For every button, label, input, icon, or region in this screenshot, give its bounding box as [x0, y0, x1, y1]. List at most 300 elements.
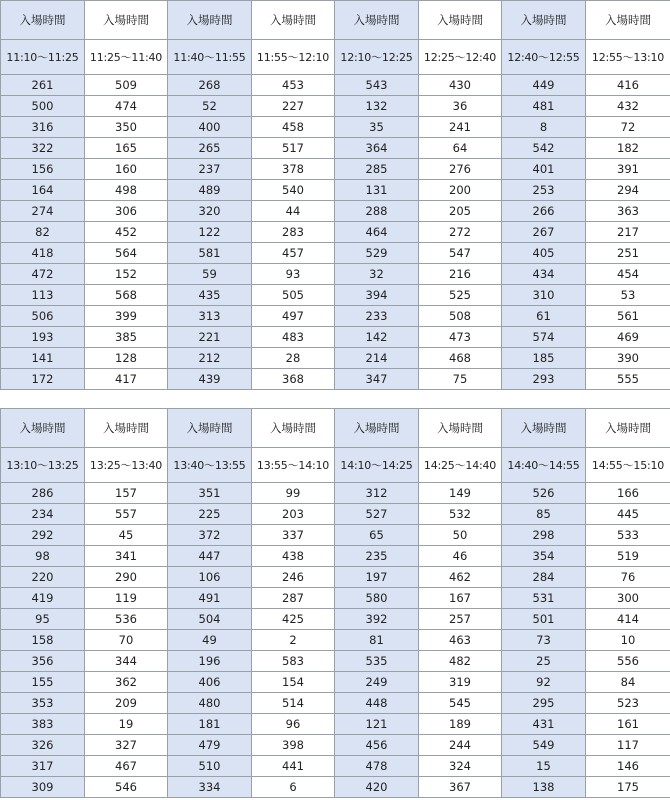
number-cell: 405 [502, 243, 586, 264]
column-header: 入場時間 [586, 1, 670, 40]
number-cell: 414 [586, 609, 670, 630]
number-cell: 267 [502, 222, 586, 243]
number-cell: 491 [168, 588, 252, 609]
number-cell: 241 [419, 117, 502, 138]
column-header: 入場時間 [502, 409, 586, 448]
column-header: 入場時間 [335, 1, 419, 40]
number-cell: 233 [335, 306, 419, 327]
number-cell: 469 [586, 327, 670, 348]
table-row [1, 369, 670, 390]
number-cell: 268 [168, 75, 252, 96]
table-row [1, 630, 670, 651]
number-cell: 292 [1, 525, 85, 546]
column-header: 入場時間 [85, 409, 168, 448]
number-cell: 526 [502, 483, 586, 504]
number-cell: 519 [586, 546, 670, 567]
number-cell: 165 [85, 138, 168, 159]
number-cell: 557 [85, 504, 168, 525]
number-cell: 432 [586, 96, 670, 117]
number-cell: 99 [252, 483, 335, 504]
number-cell: 284 [502, 567, 586, 588]
number-cell: 480 [168, 693, 252, 714]
time-slot-cell: 13:25～13:40 [85, 448, 168, 483]
number-cell: 445 [586, 504, 670, 525]
number-cell: 533 [586, 525, 670, 546]
number-cell: 543 [335, 75, 419, 96]
table-row [1, 651, 670, 672]
number-cell: 285 [335, 159, 419, 180]
number-cell: 527 [335, 504, 419, 525]
number-cell: 117 [586, 735, 670, 756]
number-cell: 76 [586, 567, 670, 588]
number-cell: 75 [419, 369, 502, 390]
number-cell: 401 [502, 159, 586, 180]
number-cell: 175 [586, 777, 670, 798]
entry-time-table-2 [0, 408, 670, 798]
number-cell: 420 [335, 777, 419, 798]
number-cell: 564 [85, 243, 168, 264]
number-cell: 8 [502, 117, 586, 138]
number-cell: 203 [252, 504, 335, 525]
number-cell: 227 [252, 96, 335, 117]
number-cell: 283 [252, 222, 335, 243]
number-cell: 113 [1, 285, 85, 306]
number-cell: 320 [168, 201, 252, 222]
number-cell: 152 [85, 264, 168, 285]
number-cell: 119 [85, 588, 168, 609]
number-cell: 128 [85, 348, 168, 369]
number-cell: 362 [85, 672, 168, 693]
column-header: 入場時間 [586, 409, 670, 448]
number-cell: 416 [586, 75, 670, 96]
column-header: 入場時間 [168, 1, 252, 40]
number-cell: 344 [85, 651, 168, 672]
column-header: 入場時間 [419, 1, 502, 40]
number-cell: 310 [502, 285, 586, 306]
number-cell: 418 [1, 243, 85, 264]
number-cell: 287 [252, 588, 335, 609]
number-cell: 225 [168, 504, 252, 525]
header-row [1, 409, 670, 448]
number-cell: 525 [419, 285, 502, 306]
number-cell: 500 [1, 96, 85, 117]
number-cell: 583 [252, 651, 335, 672]
table-row [1, 483, 670, 504]
number-cell: 157 [85, 483, 168, 504]
number-cell: 6 [252, 777, 335, 798]
number-cell: 324 [419, 756, 502, 777]
column-header: 入場時間 [252, 1, 335, 40]
number-cell: 464 [335, 222, 419, 243]
number-cell: 172 [1, 369, 85, 390]
number-cell: 35 [335, 117, 419, 138]
column-header: 入場時間 [1, 1, 85, 40]
table-row [1, 264, 670, 285]
number-cell: 372 [168, 525, 252, 546]
number-cell: 312 [335, 483, 419, 504]
number-cell: 272 [419, 222, 502, 243]
number-cell: 430 [419, 75, 502, 96]
number-cell: 467 [85, 756, 168, 777]
number-cell: 322 [1, 138, 85, 159]
number-cell: 131 [335, 180, 419, 201]
time-slot-cell: 13:55～14:10 [252, 448, 335, 483]
number-cell: 212 [168, 348, 252, 369]
number-cell: 220 [1, 567, 85, 588]
number-cell: 93 [252, 264, 335, 285]
column-header: 入場時間 [1, 409, 85, 448]
number-cell: 92 [502, 672, 586, 693]
table-row [1, 159, 670, 180]
number-cell: 498 [85, 180, 168, 201]
number-cell: 221 [168, 327, 252, 348]
table-row [1, 306, 670, 327]
number-cell: 347 [335, 369, 419, 390]
number-cell: 449 [502, 75, 586, 96]
number-cell: 72 [586, 117, 670, 138]
number-cell: 149 [419, 483, 502, 504]
number-cell: 456 [335, 735, 419, 756]
number-cell: 510 [168, 756, 252, 777]
table-row [1, 285, 670, 306]
table-row [1, 693, 670, 714]
number-cell: 350 [85, 117, 168, 138]
column-header: 入場時間 [168, 409, 252, 448]
number-cell: 193 [1, 327, 85, 348]
number-cell: 45 [85, 525, 168, 546]
number-cell: 313 [168, 306, 252, 327]
table-row [1, 180, 670, 201]
column-header: 入場時間 [419, 409, 502, 448]
number-cell: 200 [419, 180, 502, 201]
number-cell: 286 [1, 483, 85, 504]
number-cell: 85 [502, 504, 586, 525]
number-cell: 501 [502, 609, 586, 630]
table-row [1, 546, 670, 567]
number-cell: 364 [335, 138, 419, 159]
number-cell: 425 [252, 609, 335, 630]
number-cell: 489 [168, 180, 252, 201]
number-cell: 293 [502, 369, 586, 390]
number-cell: 185 [502, 348, 586, 369]
number-cell: 132 [335, 96, 419, 117]
time-slot-cell: 13:40～13:55 [168, 448, 252, 483]
column-header: 入場時間 [335, 409, 419, 448]
number-cell: 98 [1, 546, 85, 567]
time-slot-cell: 12:25～12:40 [419, 40, 502, 75]
number-cell: 398 [252, 735, 335, 756]
number-cell: 535 [335, 651, 419, 672]
number-cell: 473 [419, 327, 502, 348]
number-cell: 65 [335, 525, 419, 546]
number-cell: 73 [502, 630, 586, 651]
number-cell: 549 [502, 735, 586, 756]
number-cell: 166 [586, 483, 670, 504]
number-cell: 53 [586, 285, 670, 306]
number-cell: 508 [419, 306, 502, 327]
number-cell: 337 [252, 525, 335, 546]
number-cell: 146 [586, 756, 670, 777]
number-cell: 217 [586, 222, 670, 243]
number-cell: 52 [168, 96, 252, 117]
number-cell: 327 [85, 735, 168, 756]
number-cell: 482 [419, 651, 502, 672]
table-row [1, 672, 670, 693]
number-cell: 46 [419, 546, 502, 567]
number-cell: 50 [419, 525, 502, 546]
number-cell: 155 [1, 672, 85, 693]
number-cell: 121 [335, 714, 419, 735]
number-cell: 458 [252, 117, 335, 138]
number-cell: 288 [335, 201, 419, 222]
number-cell: 294 [586, 180, 670, 201]
table-row [1, 243, 670, 264]
number-cell: 158 [1, 630, 85, 651]
number-cell: 546 [85, 777, 168, 798]
number-cell: 82 [1, 222, 85, 243]
table-row [1, 75, 670, 96]
number-cell: 295 [502, 693, 586, 714]
time-slot-cell: 12:40～12:55 [502, 40, 586, 75]
number-cell: 161 [586, 714, 670, 735]
column-header: 入場時間 [502, 1, 586, 40]
number-cell: 547 [419, 243, 502, 264]
number-cell: 10 [586, 630, 670, 651]
number-cell: 506 [1, 306, 85, 327]
number-cell: 353 [1, 693, 85, 714]
number-cell: 452 [85, 222, 168, 243]
table-row [1, 201, 670, 222]
column-header: 入場時間 [252, 409, 335, 448]
number-cell: 261 [1, 75, 85, 96]
number-cell: 25 [502, 651, 586, 672]
table-row [1, 777, 670, 798]
number-cell: 531 [502, 588, 586, 609]
column-header: 入場時間 [85, 1, 168, 40]
table-row [1, 504, 670, 525]
number-cell: 309 [1, 777, 85, 798]
number-cell: 235 [335, 546, 419, 567]
number-cell: 523 [586, 693, 670, 714]
number-cell: 182 [586, 138, 670, 159]
number-cell: 481 [502, 96, 586, 117]
number-cell: 556 [586, 651, 670, 672]
table-row [1, 567, 670, 588]
number-cell: 468 [419, 348, 502, 369]
number-cell: 406 [168, 672, 252, 693]
time-slot-cell: 14:10～14:25 [335, 448, 419, 483]
number-cell: 64 [419, 138, 502, 159]
number-cell: 542 [502, 138, 586, 159]
table-row [1, 525, 670, 546]
time-slot-cell: 14:55～15:10 [586, 448, 670, 483]
number-cell: 462 [419, 567, 502, 588]
number-cell: 509 [85, 75, 168, 96]
number-cell: 517 [252, 138, 335, 159]
number-cell: 392 [335, 609, 419, 630]
number-cell: 479 [168, 735, 252, 756]
number-cell: 249 [335, 672, 419, 693]
time-slot-row [1, 40, 670, 75]
number-cell: 266 [502, 201, 586, 222]
number-cell: 32 [335, 264, 419, 285]
number-cell: 367 [419, 777, 502, 798]
table-row [1, 327, 670, 348]
number-cell: 298 [502, 525, 586, 546]
number-cell: 457 [252, 243, 335, 264]
number-cell: 61 [502, 306, 586, 327]
number-cell: 385 [85, 327, 168, 348]
number-cell: 514 [252, 693, 335, 714]
number-cell: 394 [335, 285, 419, 306]
number-cell: 122 [168, 222, 252, 243]
number-cell: 463 [419, 630, 502, 651]
number-cell: 390 [586, 348, 670, 369]
number-cell: 237 [168, 159, 252, 180]
number-cell: 197 [335, 567, 419, 588]
number-cell: 317 [1, 756, 85, 777]
number-cell: 354 [502, 546, 586, 567]
number-cell: 438 [252, 546, 335, 567]
number-cell: 106 [168, 567, 252, 588]
number-cell: 290 [85, 567, 168, 588]
number-cell: 160 [85, 159, 168, 180]
number-cell: 138 [502, 777, 586, 798]
number-cell: 447 [168, 546, 252, 567]
number-cell: 154 [252, 672, 335, 693]
number-cell: 363 [586, 201, 670, 222]
number-cell: 49 [168, 630, 252, 651]
number-cell: 441 [252, 756, 335, 777]
time-slot-row [1, 448, 670, 483]
number-cell: 399 [85, 306, 168, 327]
number-cell: 351 [168, 483, 252, 504]
number-cell: 141 [1, 348, 85, 369]
time-slot-cell: 11:40～11:55 [168, 40, 252, 75]
number-cell: 431 [502, 714, 586, 735]
number-cell: 319 [419, 672, 502, 693]
number-cell: 419 [1, 588, 85, 609]
number-cell: 265 [168, 138, 252, 159]
number-cell: 326 [1, 735, 85, 756]
number-cell: 555 [586, 369, 670, 390]
table-row [1, 588, 670, 609]
number-cell: 574 [502, 327, 586, 348]
number-cell: 316 [1, 117, 85, 138]
time-slot-cell: 12:10～12:25 [335, 40, 419, 75]
number-cell: 234 [1, 504, 85, 525]
number-cell: 505 [252, 285, 335, 306]
number-cell: 497 [252, 306, 335, 327]
number-cell: 189 [419, 714, 502, 735]
number-cell: 44 [252, 201, 335, 222]
number-cell: 181 [168, 714, 252, 735]
number-cell: 532 [419, 504, 502, 525]
number-cell: 581 [168, 243, 252, 264]
number-cell: 434 [502, 264, 586, 285]
number-cell: 378 [252, 159, 335, 180]
number-cell: 164 [1, 180, 85, 201]
number-cell: 205 [419, 201, 502, 222]
number-cell: 391 [586, 159, 670, 180]
table-row [1, 96, 670, 117]
number-cell: 142 [335, 327, 419, 348]
time-slot-cell: 12:55～13:10 [586, 40, 670, 75]
number-cell: 368 [252, 369, 335, 390]
header-row [1, 1, 670, 40]
number-cell: 167 [419, 588, 502, 609]
number-cell: 95 [1, 609, 85, 630]
number-cell: 15 [502, 756, 586, 777]
number-cell: 504 [168, 609, 252, 630]
number-cell: 209 [85, 693, 168, 714]
number-cell: 96 [252, 714, 335, 735]
table-row [1, 138, 670, 159]
table-row [1, 222, 670, 243]
number-cell: 383 [1, 714, 85, 735]
number-cell: 580 [335, 588, 419, 609]
number-cell: 453 [252, 75, 335, 96]
table-row [1, 609, 670, 630]
table-body [1, 409, 670, 798]
time-slot-cell: 11:10～11:25 [1, 40, 85, 75]
entry-time-table-1 [0, 0, 670, 390]
number-cell: 529 [335, 243, 419, 264]
table-row [1, 714, 670, 735]
number-cell: 214 [335, 348, 419, 369]
number-cell: 276 [419, 159, 502, 180]
number-cell: 246 [252, 567, 335, 588]
number-cell: 244 [419, 735, 502, 756]
number-cell: 257 [419, 609, 502, 630]
number-cell: 84 [586, 672, 670, 693]
number-cell: 300 [586, 588, 670, 609]
time-slot-cell: 14:40～14:55 [502, 448, 586, 483]
number-cell: 70 [85, 630, 168, 651]
time-slot-cell: 13:10～13:25 [1, 448, 85, 483]
number-cell: 59 [168, 264, 252, 285]
number-cell: 435 [168, 285, 252, 306]
number-cell: 19 [85, 714, 168, 735]
number-cell: 483 [252, 327, 335, 348]
number-cell: 454 [586, 264, 670, 285]
time-slot-cell: 11:55～12:10 [252, 40, 335, 75]
number-cell: 306 [85, 201, 168, 222]
number-cell: 36 [419, 96, 502, 117]
number-cell: 334 [168, 777, 252, 798]
number-cell: 2 [252, 630, 335, 651]
number-cell: 472 [1, 264, 85, 285]
number-cell: 196 [168, 651, 252, 672]
table-body [1, 1, 670, 390]
number-cell: 341 [85, 546, 168, 567]
number-cell: 439 [168, 369, 252, 390]
number-cell: 253 [502, 180, 586, 201]
number-cell: 540 [252, 180, 335, 201]
number-cell: 568 [85, 285, 168, 306]
number-cell: 216 [419, 264, 502, 285]
number-cell: 478 [335, 756, 419, 777]
table-row [1, 117, 670, 138]
number-cell: 251 [586, 243, 670, 264]
number-cell: 561 [586, 306, 670, 327]
number-cell: 274 [1, 201, 85, 222]
number-cell: 356 [1, 651, 85, 672]
number-cell: 448 [335, 693, 419, 714]
table-row [1, 348, 670, 369]
number-cell: 545 [419, 693, 502, 714]
table-row [1, 756, 670, 777]
